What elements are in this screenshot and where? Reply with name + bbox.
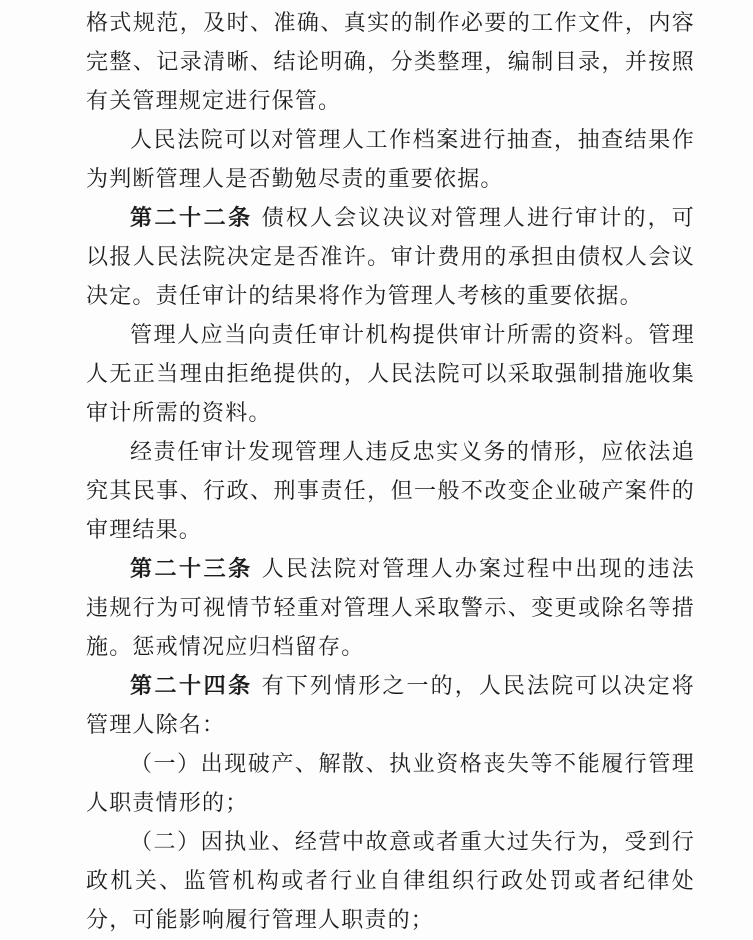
article-23-body: 人民法院对管理人办案过程中出现的违法违规行为可视情节轻重对管理人采取警示、变更或除名等措施。惩戒情况应归档留存。: [86, 557, 695, 660]
paragraph-archive-inspection: 人民法院可以对管理人工作档案进行抽查，抽查结果作为判断管理人是否勤勉尽责的重要依据。: [86, 128, 695, 192]
article-22-heading: 第二十二条: [130, 205, 253, 231]
article-24: [86, 667, 695, 745]
article-23: [86, 550, 695, 667]
paragraph-audit-liability: 经责任审计发现管理人违反忠实义务的情形，应依法追究其民事、行政、刑事责任，但一般不改变企业破产案件的审理结果。: [86, 440, 695, 543]
article-22-body: 债权人会议决议对管理人进行审计的，可以报人民法院决定是否准许。审计费用的承担由债权人会议决定。责任审计的结果将作为管理人考核的重要依据。: [86, 206, 695, 309]
article-23-heading: 第二十三条: [130, 556, 253, 582]
article-24-heading: 第二十四条: [130, 673, 253, 699]
paragraph-continued: 格式规范，及时、准确、真实的制作必要的工作文件，内容完整、记录清晰、结论明确，分类整理，编制目录，并按照有关管理规定进行保管。: [86, 11, 695, 114]
article-24-body: 有下列情形之一的，人民法院可以决定将管理人除名：: [86, 674, 695, 738]
list-item-1: （一）出现破产、解散、执业资格丧失等不能履行管理人职责情形的；: [86, 752, 695, 816]
paragraph-audit-materials: 管理人应当向责任审计机构提供审计所需的资料。管理人无正当理由拒绝提供的，人民法院可以采取强制措施收集审计所需的资料。: [86, 323, 695, 426]
article-22: [86, 199, 695, 316]
list-item-2: （二）因执业、经营中故意或者重大过失行为，受到行政机关、监管机构或者行业自律组织行政处罚或者纪律处分，可能影响履行管理人职责的；: [86, 830, 695, 933]
